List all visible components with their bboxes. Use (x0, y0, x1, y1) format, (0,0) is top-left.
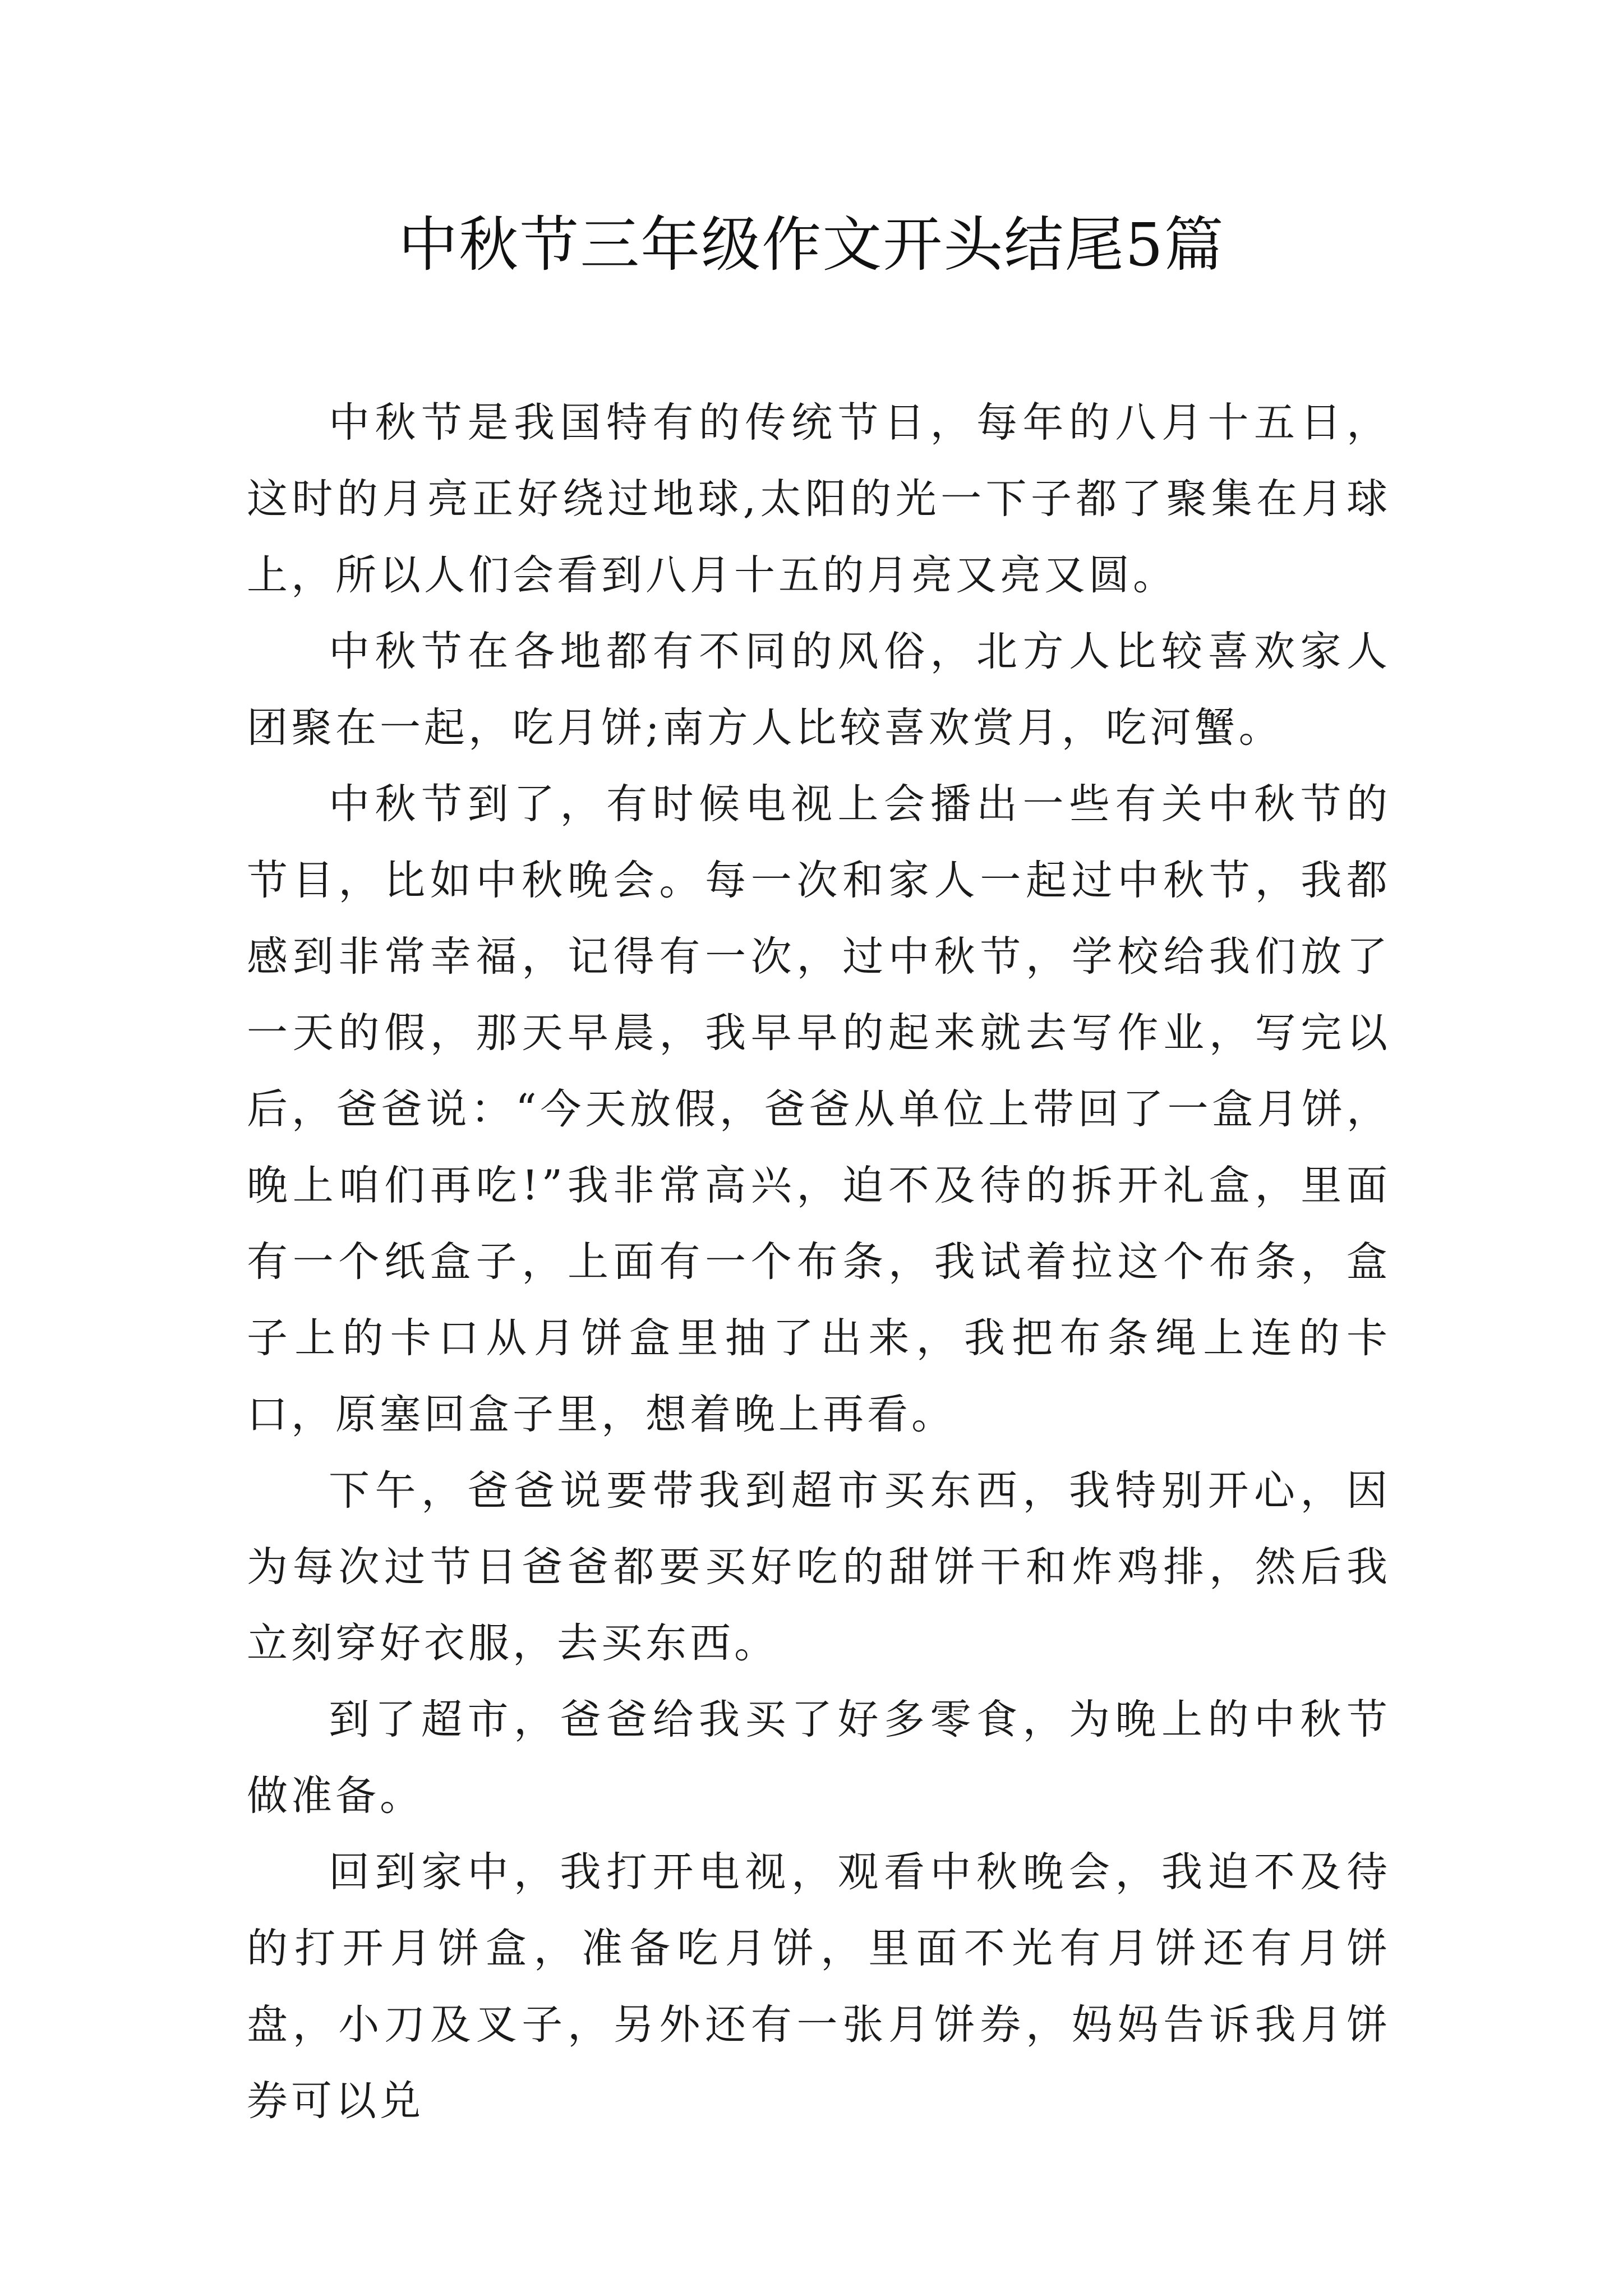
paragraph: 中秋节到了，有时候电视上会播出一些有关中秋节的节目，比如中秋晚会。每一次和家人一起过中秋节，我都感到非常幸福，记得有一次，过中秋节，学校给我们放了一天的假，那天早晨，我早早的起来就去写作业，写完以后，爸爸说：“今天放假，爸爸从单位上带回了一盒月饼，晚上咱们再吃!”我非常高兴，迫不及待的拆开礼盒，里面有一个纸盒子，上面有一个布条，我试着拉这个布条，盒子上的卡口从月饼盒里抽了出来，我把布条绳上连的卡口，原塞回盒子里，想着晚上再看。 (247, 780, 1391, 1438)
document-title: 中秋节三年级作文开头结尾5篇 (398, 210, 1225, 279)
paragraph: 回到家中，我打开电视，观看中秋晚会，我迫不及待的打开月饼盒，准备吃月饼，里面不光有月饼还有月饼盘，小刀及叉子，另外还有一张月饼券，妈妈告诉我月饼券可以兑 (247, 1848, 1391, 2125)
document-body (247, 385, 1391, 2139)
paragraph: 中秋节在各地都有不同的风俗，北方人比较喜欢家人团聚在一起，吃月饼;南方人比较喜欢赏月，吃河蟹。 (247, 628, 1391, 752)
paragraph: 下午，爸爸说要带我到超市买东西，我特别开心，因为每次过节日爸爸都要买好吃的甜饼干和炸鸡排，然后我立刻穿好衣服，去买东西。 (247, 1467, 1391, 1667)
paragraph: 中秋节是我国特有的传统节日，每年的八月十五日，这时的月亮正好绕过地球,太阳的光一下子都了聚集在月球上，所以人们会看到八月十五的月亮又亮又圆。 (247, 399, 1391, 599)
paragraph: 到了超市，爸爸给我买了好多零食，为晚上的中秋节做准备。 (247, 1696, 1391, 1820)
